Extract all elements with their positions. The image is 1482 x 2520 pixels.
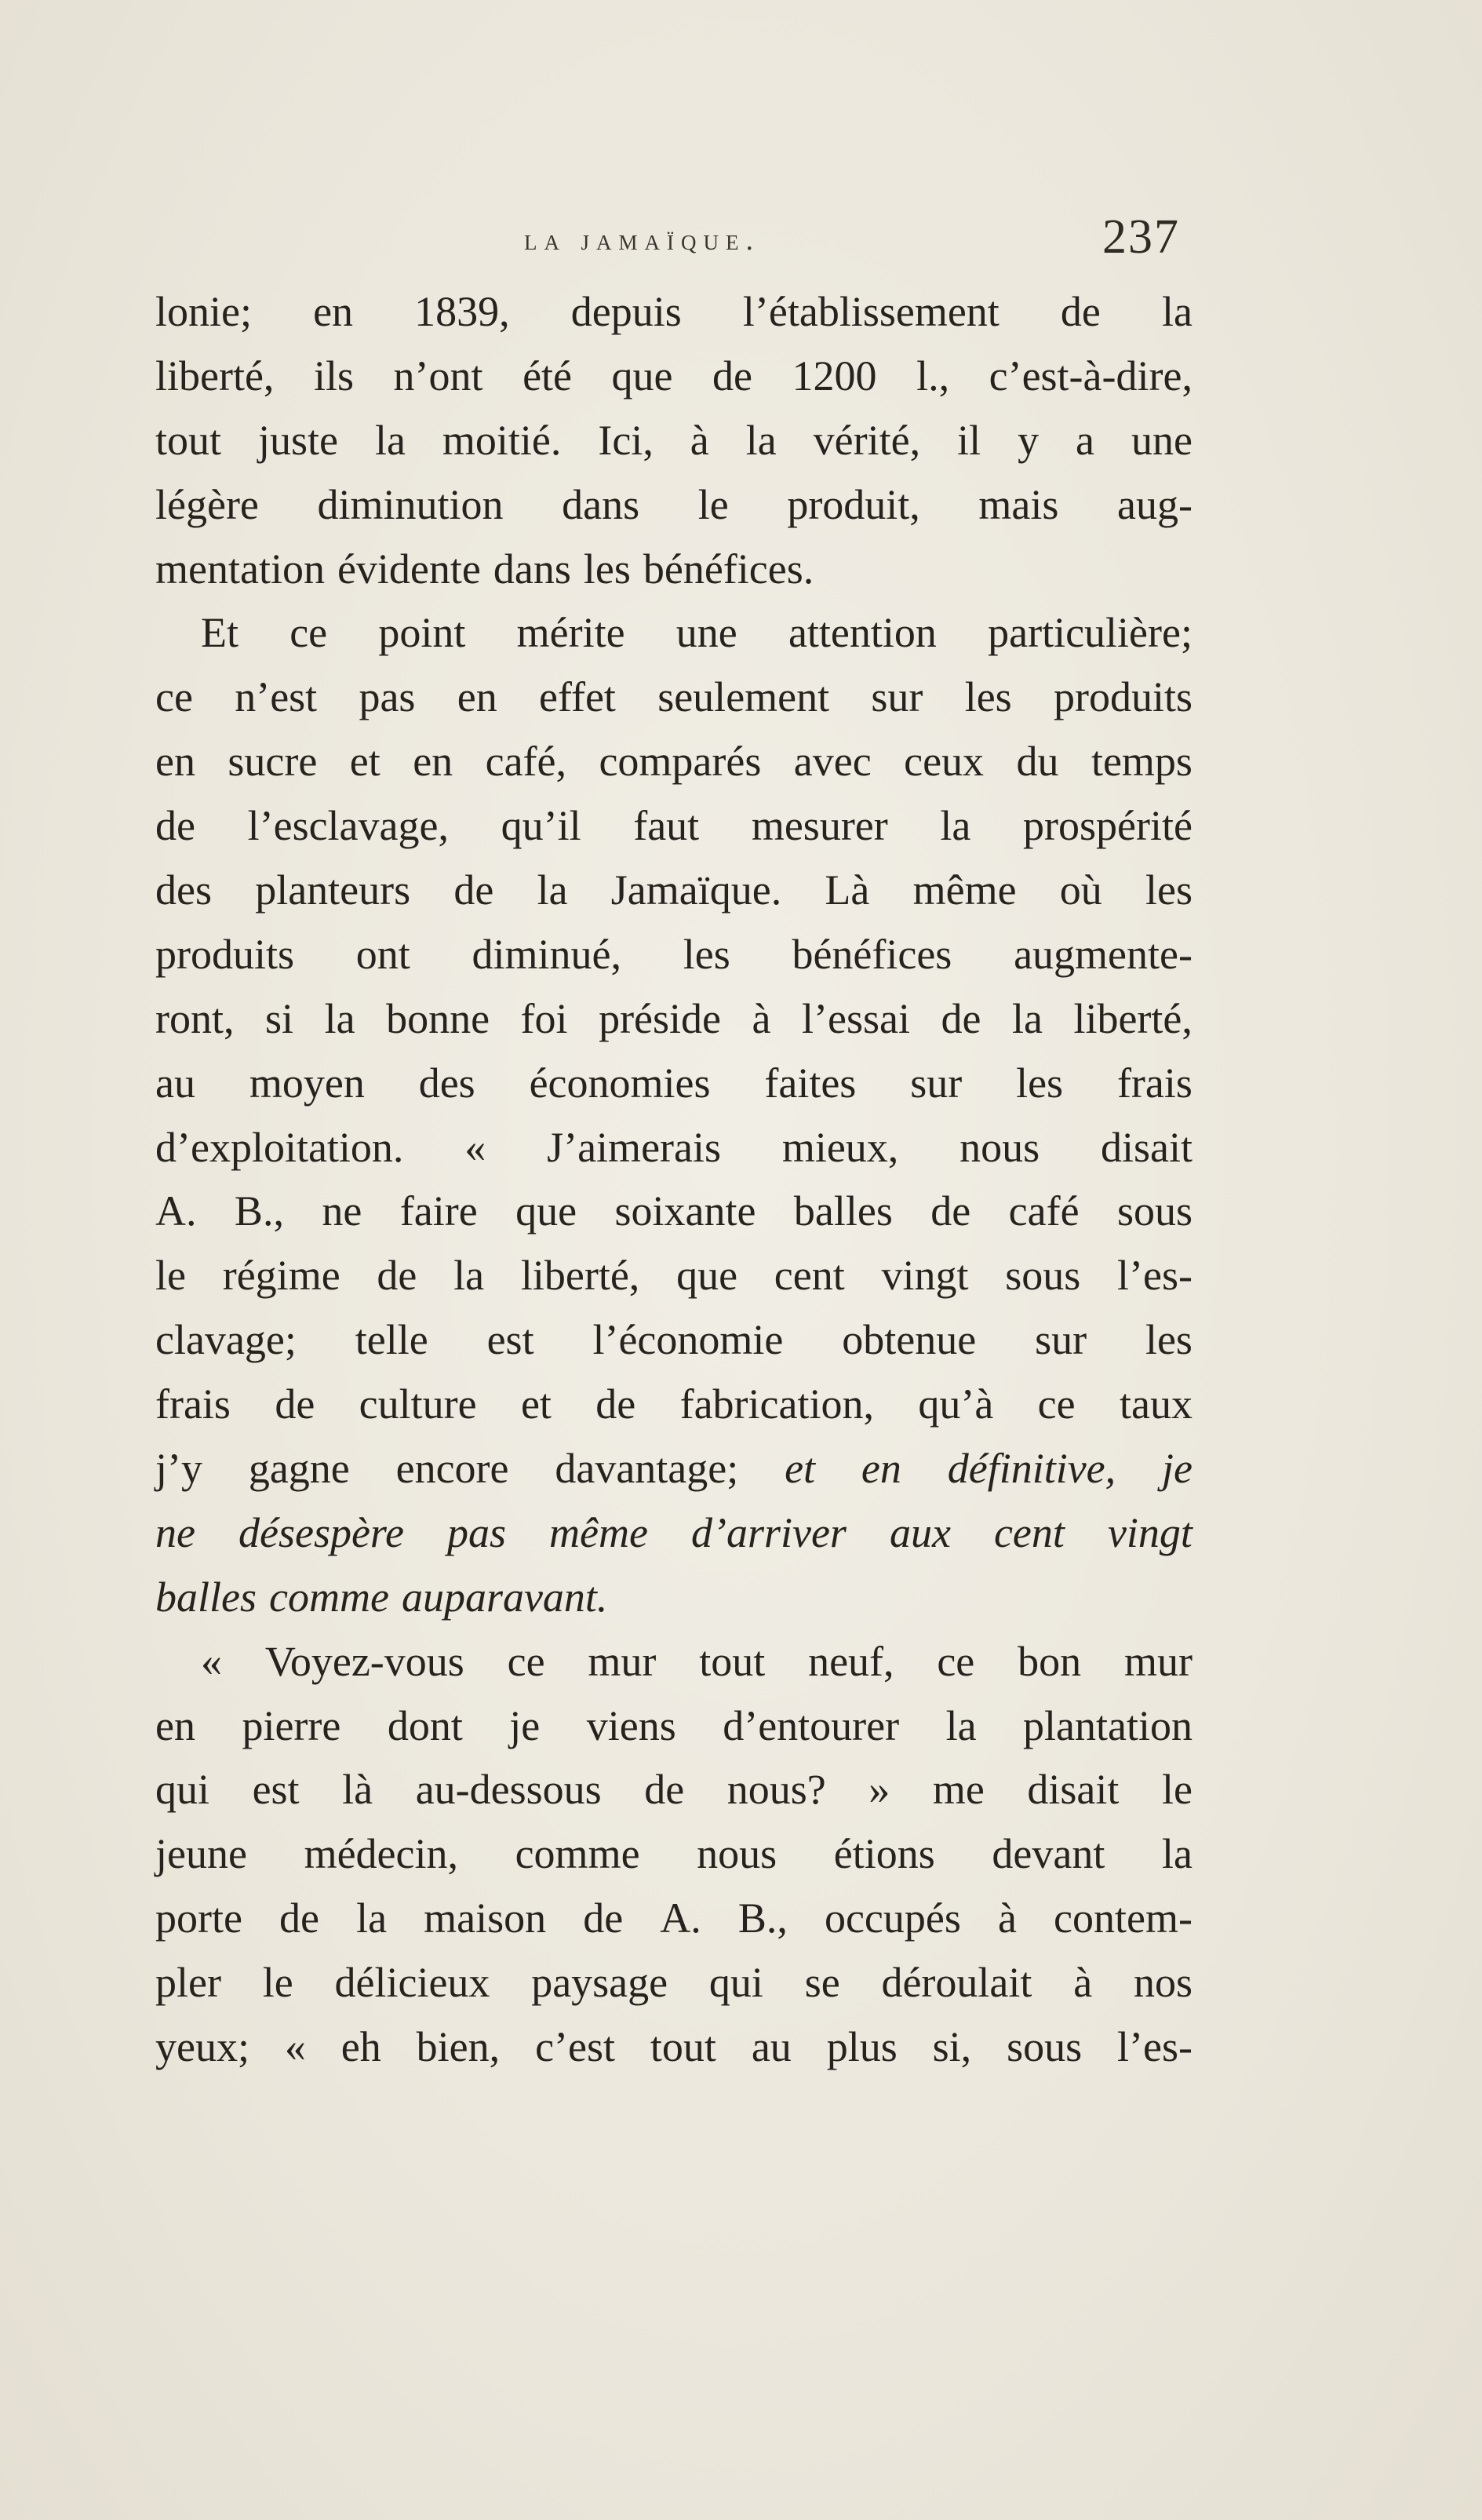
word: il [957, 416, 981, 464]
word: ce [937, 1637, 975, 1685]
word: comparés [599, 738, 762, 786]
word: en [457, 673, 497, 721]
word: « [464, 1123, 486, 1171]
word: tout [155, 416, 222, 464]
word: préside [599, 994, 721, 1042]
word: régime [222, 1252, 340, 1300]
word: sur [871, 673, 923, 721]
word: l’es- [1117, 1252, 1193, 1300]
word: sucre [228, 738, 318, 786]
word: ne [155, 1508, 195, 1556]
word: délicieux [334, 1959, 490, 2007]
word: bénéfices [792, 930, 952, 978]
word: me [932, 1766, 985, 1814]
word: la [1161, 1830, 1193, 1878]
word: vingt [881, 1252, 969, 1300]
word: de [155, 802, 195, 850]
word: du [1016, 738, 1059, 786]
word: l., [916, 352, 950, 399]
word: faire [399, 1187, 478, 1235]
text-line [155, 859, 1193, 923]
word: cent [774, 1252, 845, 1300]
word: pas [446, 1508, 506, 1556]
word: de [279, 1895, 319, 1942]
word: qui [155, 1766, 210, 1814]
word: bénéfices. [643, 545, 814, 593]
word: les [583, 545, 631, 593]
word: de [583, 1895, 624, 1942]
word: telle [355, 1316, 428, 1364]
word: jeune [155, 1830, 247, 1878]
word: légère [155, 480, 259, 528]
word: ce [507, 1637, 545, 1685]
word: 1200 [792, 352, 877, 399]
word: ont [355, 930, 410, 978]
word: maison [424, 1895, 547, 1942]
word: est [486, 1316, 534, 1364]
word: des [418, 1059, 475, 1107]
word: ne [322, 1187, 362, 1235]
word: ce [289, 609, 328, 657]
word: à [690, 416, 709, 464]
word: mérite [516, 609, 625, 657]
word: clavage; [155, 1316, 297, 1364]
word: Et [201, 609, 239, 657]
word: gagne [248, 1445, 350, 1493]
word: Ici, [598, 416, 654, 464]
word: n’ont [393, 352, 483, 399]
word: où [1059, 866, 1102, 914]
word: sur [1035, 1316, 1087, 1364]
text-line [155, 730, 1193, 794]
word: la [453, 1252, 485, 1300]
word: même [549, 1508, 648, 1556]
word: d’arriver [690, 1508, 847, 1556]
word: balles [155, 1573, 257, 1621]
word: la [356, 1895, 388, 1942]
word: plantation [1023, 1701, 1193, 1749]
word: frais [1116, 1059, 1193, 1107]
word: faites [764, 1059, 857, 1107]
word: comme [269, 1573, 389, 1621]
text-line [155, 1758, 1193, 1822]
word: au-dessous [415, 1766, 602, 1814]
word: mesurer [751, 802, 888, 850]
text-line [155, 1244, 1193, 1308]
word: et [349, 738, 381, 786]
word: qu’à [918, 1380, 994, 1428]
word: neuf, [808, 1637, 894, 1685]
word: là [342, 1766, 373, 1814]
word: n’est [235, 673, 318, 721]
word: diminué, [472, 930, 621, 978]
word: attention [788, 609, 937, 657]
word: paysage [531, 1959, 668, 2007]
word: pierre [242, 1701, 341, 1749]
word: A. [155, 1187, 197, 1235]
text-line [155, 1437, 1193, 1501]
word: encore [395, 1445, 509, 1493]
text-line [155, 1887, 1193, 1951]
paragraph-start-line [155, 1630, 1193, 1694]
word: a [1076, 416, 1094, 464]
word: aug- [1117, 480, 1193, 528]
word: obtenue [842, 1316, 977, 1364]
word: les [683, 930, 730, 978]
word: bien, [416, 2023, 501, 2071]
running-title: la jamaïque. [524, 224, 760, 257]
word: A. [660, 1895, 701, 1942]
word: de [930, 1187, 971, 1235]
word: pler [155, 1959, 221, 2007]
word: Voyez-vous [264, 1637, 464, 1685]
word: produits [155, 930, 295, 978]
word: de [644, 1766, 685, 1814]
word: la [945, 1701, 977, 1749]
word: disait [1027, 1766, 1120, 1814]
word: bon [1018, 1637, 1082, 1685]
word: l’es- [1117, 2023, 1193, 2071]
word: désespère [239, 1508, 404, 1556]
word: de [275, 1380, 315, 1428]
word: même [912, 866, 1017, 914]
word: liberté, [155, 352, 275, 399]
text-line [155, 1052, 1193, 1116]
text-line [155, 473, 1193, 538]
word: et [785, 1445, 816, 1493]
word: dans [493, 545, 571, 593]
text-line [155, 1822, 1193, 1887]
word: c’est-à-dire, [989, 352, 1193, 399]
text-line [155, 280, 1193, 345]
word: en [413, 738, 453, 786]
word: nos [1133, 1959, 1193, 2007]
word: liberté, [1073, 994, 1193, 1042]
word: nous [697, 1830, 777, 1878]
word: à [752, 994, 771, 1042]
word: sous [1005, 1252, 1081, 1300]
text-line [155, 1566, 1193, 1630]
text-line [155, 1501, 1193, 1566]
word: j’y [155, 1445, 202, 1493]
word: ront, [155, 994, 235, 1042]
text-line [155, 1116, 1193, 1180]
word: sur [910, 1059, 963, 1107]
word: médecin, [304, 1830, 458, 1878]
word: le [697, 480, 729, 528]
word: est [252, 1766, 300, 1814]
word: évidente [337, 545, 481, 593]
word: que [515, 1187, 577, 1235]
word: déroulait [881, 1959, 1032, 2007]
word: des [155, 866, 212, 914]
word: J’aimerais [547, 1123, 721, 1171]
word: une [675, 609, 737, 657]
word: ce [1037, 1380, 1076, 1428]
word: mur [1123, 1637, 1193, 1685]
word: ce [155, 673, 193, 721]
word: café [1008, 1187, 1080, 1235]
word: foi [520, 994, 568, 1042]
word: mais [978, 480, 1059, 528]
text-line [155, 666, 1193, 730]
word: d’exploitation. [155, 1123, 404, 1171]
word: bonne [386, 994, 490, 1042]
word: disait [1100, 1123, 1193, 1171]
word: yeux; [155, 2023, 249, 2071]
word: qui [708, 1959, 763, 2007]
word: moitié. [442, 416, 562, 464]
word: auparavant. [401, 1573, 608, 1621]
word: de [1060, 288, 1101, 335]
word: mentation [155, 545, 325, 593]
word: » [868, 1766, 890, 1814]
word: au [155, 1059, 195, 1107]
word: nous [959, 1123, 1040, 1171]
word: les [964, 673, 1012, 721]
page-number: 237 [1102, 210, 1180, 264]
word: Jamaïque. [610, 866, 782, 914]
word: aux [889, 1508, 951, 1556]
word: l’économie [592, 1316, 784, 1364]
word: étions [833, 1830, 935, 1878]
word: mur [588, 1637, 657, 1685]
word: tout [699, 1637, 766, 1685]
word: café, [485, 738, 566, 786]
text-line [155, 1180, 1193, 1244]
word: augmente- [1014, 930, 1193, 978]
word: la [374, 416, 406, 464]
word: « [201, 1637, 222, 1685]
word: Là [825, 866, 870, 914]
word: économies [529, 1059, 711, 1107]
word: si [265, 994, 294, 1042]
word: à [997, 1895, 1017, 1942]
word: les [1145, 1316, 1193, 1364]
word: la [745, 416, 777, 464]
word: liberté, [520, 1252, 640, 1300]
word: c’est [535, 2023, 615, 2071]
text-line [155, 2015, 1193, 2080]
word: effet [538, 673, 616, 721]
word: de [941, 994, 981, 1042]
word: vérité, [813, 416, 921, 464]
word: d’entourer [723, 1701, 900, 1749]
word: planteurs [255, 866, 411, 914]
word: taux [1119, 1380, 1193, 1428]
word: mieux, [781, 1123, 899, 1171]
word: moyen [249, 1059, 365, 1107]
word: et [520, 1380, 552, 1428]
word: l’établissement [742, 288, 1000, 335]
word: de [712, 352, 753, 399]
text-line [155, 1951, 1193, 2015]
word: B., [737, 1895, 788, 1942]
word: le [1161, 1766, 1193, 1814]
word: les [1145, 866, 1193, 914]
word: se [804, 1959, 840, 2007]
word: en [313, 288, 354, 335]
word: en [155, 738, 195, 786]
word: pas [359, 673, 416, 721]
word: lonie; [155, 288, 252, 335]
word: le [262, 1959, 293, 2007]
word: la [1011, 994, 1043, 1042]
word: l’esclavage, [247, 802, 449, 850]
word: cent [993, 1508, 1065, 1556]
text-line [155, 1373, 1193, 1437]
body-text [155, 280, 1193, 2080]
word: qu’il [501, 802, 581, 850]
word: je [1162, 1445, 1193, 1493]
word: diminution [317, 480, 504, 528]
word: seulement [657, 673, 830, 721]
word: au [751, 2023, 792, 2071]
text-line [155, 409, 1193, 473]
word: temps [1091, 738, 1193, 786]
word: culture [359, 1380, 477, 1428]
text-line [155, 1308, 1193, 1373]
text-line [155, 538, 1193, 602]
word: la [324, 994, 355, 1042]
word: « [284, 2023, 306, 2071]
word: une [1131, 416, 1193, 464]
word: faut [633, 802, 700, 850]
word: occupés [824, 1895, 961, 1942]
word: dont [387, 1701, 463, 1749]
word: l’essai [802, 994, 910, 1042]
word: été [523, 352, 573, 399]
word: prospérité [1023, 802, 1193, 850]
word: avec [793, 738, 872, 786]
word: dans [562, 480, 640, 528]
word: produit, [787, 480, 920, 528]
word: sous [1007, 2023, 1083, 2071]
word: la [1161, 288, 1193, 335]
word: y [1018, 416, 1040, 464]
word: eh [340, 2023, 381, 2071]
word: le [155, 1252, 186, 1300]
word: définitive, [947, 1445, 1116, 1493]
word: les [1016, 1059, 1064, 1107]
word: juste [257, 416, 338, 464]
word: vingt [1107, 1508, 1193, 1556]
word: davantage; [555, 1445, 739, 1493]
text-line [155, 923, 1193, 987]
word: balles [793, 1187, 893, 1235]
word: viens [586, 1701, 676, 1749]
word: que [611, 352, 673, 399]
word: de [595, 1380, 636, 1428]
word: que [676, 1252, 738, 1300]
word: produits [1053, 673, 1193, 721]
word: nous? [726, 1766, 826, 1814]
word: ceux [904, 738, 985, 786]
word: je [509, 1701, 541, 1749]
word: tout [650, 2023, 716, 2071]
word: plus [826, 2023, 898, 2071]
word: la [537, 866, 568, 914]
text-line [155, 987, 1193, 1052]
running-head [0, 206, 1482, 276]
text-line [155, 794, 1193, 859]
word: porte [155, 1895, 242, 1942]
word: devant [992, 1830, 1105, 1878]
word: si, [932, 2023, 972, 2071]
word: de [453, 866, 494, 914]
word: soixante [614, 1187, 756, 1235]
word: B., [234, 1187, 284, 1235]
word: contem- [1054, 1895, 1193, 1942]
word: 1839, [414, 288, 510, 335]
word: depuis [570, 288, 682, 335]
word: en [155, 1701, 195, 1749]
word: frais [155, 1380, 231, 1428]
word: fabrication, [679, 1380, 874, 1428]
text-line [155, 345, 1193, 409]
word: en [861, 1445, 901, 1493]
word: sous [1116, 1187, 1193, 1235]
word: particulière; [988, 609, 1193, 657]
word: point [378, 609, 466, 657]
word: comme [515, 1830, 640, 1878]
word: de [377, 1252, 417, 1300]
word: ils [313, 352, 354, 399]
paragraph-start-line [155, 601, 1193, 666]
word: la [940, 802, 971, 850]
text-line [155, 1694, 1193, 1759]
word: à [1073, 1959, 1093, 2007]
